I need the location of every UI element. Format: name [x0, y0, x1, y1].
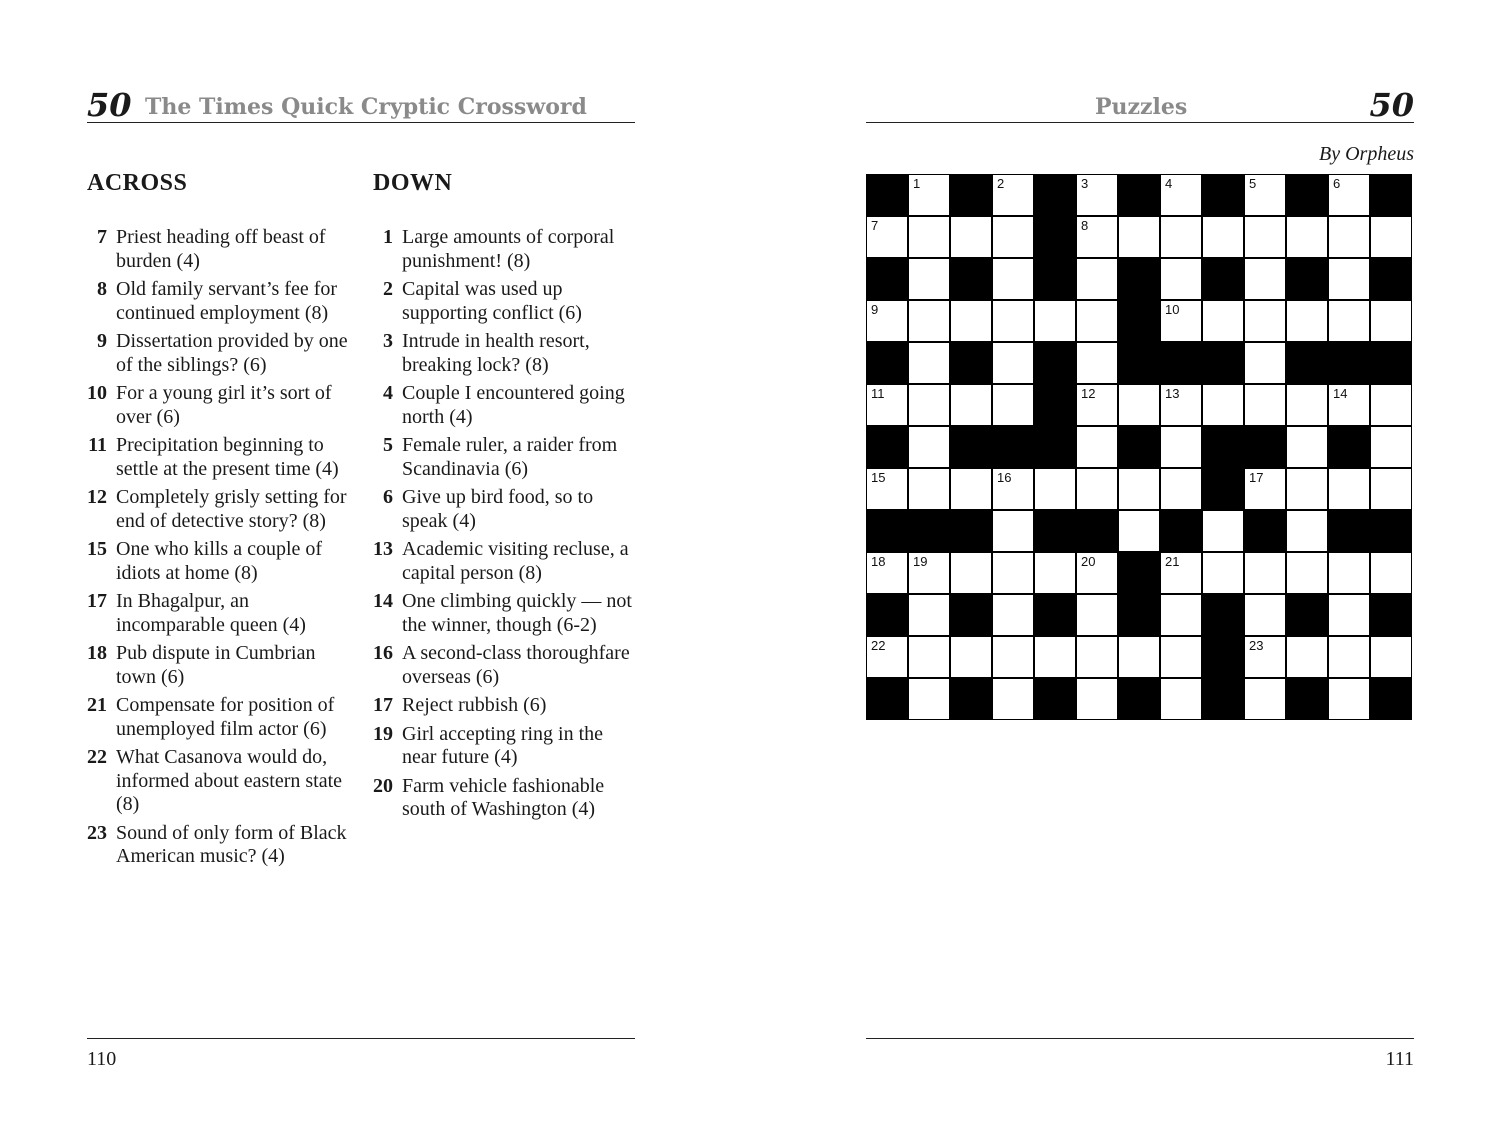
grid-block — [1035, 385, 1075, 425]
grid-cell[interactable] — [1203, 511, 1243, 551]
grid-cell[interactable] — [1161, 427, 1201, 467]
across-clue — [87, 226, 352, 273]
grid-cell[interactable] — [909, 553, 949, 593]
grid-block — [867, 679, 907, 719]
grid-cell[interactable] — [1119, 469, 1159, 509]
clue-number: 16 — [373, 642, 393, 664]
across-clue — [87, 642, 352, 689]
grid-block — [951, 175, 991, 215]
clue-text: Capital was used up supporting conflict (6) — [402, 278, 582, 324]
right-page-number: 111 — [1385, 1048, 1414, 1070]
grid-block — [1035, 595, 1075, 635]
clue-number: 7 — [97, 226, 107, 248]
across-clue — [87, 434, 352, 481]
grid-cell[interactable] — [1077, 301, 1117, 341]
cell-number: 10 — [1165, 302, 1180, 317]
clue-text: Compensate for position of unemployed film actor (6) — [116, 694, 335, 740]
grid-cell[interactable] — [1203, 217, 1243, 257]
byline: By Orpheus — [1319, 143, 1414, 165]
across-heading: ACROSS — [87, 170, 188, 196]
grid-block — [867, 343, 907, 383]
cell-number: 5 — [1249, 176, 1257, 191]
cell-number: 3 — [1081, 176, 1089, 191]
grid-block — [909, 511, 949, 551]
cell-number: 18 — [871, 554, 886, 569]
grid-block — [1203, 343, 1243, 383]
grid-cell[interactable] — [1287, 385, 1327, 425]
grid-block — [1203, 469, 1243, 509]
grid-block — [1287, 343, 1327, 383]
grid-cell[interactable] — [951, 469, 991, 509]
right-page — [866, 0, 1414, 1137]
cell-number: 14 — [1333, 386, 1348, 401]
cell-number: 22 — [871, 638, 886, 653]
grid-block — [1371, 595, 1411, 635]
grid-cell[interactable] — [1077, 469, 1117, 509]
grid-cell[interactable] — [1329, 301, 1369, 341]
cell-number: 21 — [1165, 554, 1180, 569]
clue-text: In Bhagalpur, an incomparable queen (4) — [116, 590, 306, 636]
clue-text: Female ruler, a raider from Scandinavia (6) — [402, 434, 618, 480]
clue-number: 6 — [383, 486, 393, 508]
grid-block — [1035, 511, 1075, 551]
grid-cell[interactable] — [1203, 301, 1243, 341]
grid-cell[interactable] — [1077, 343, 1117, 383]
grid-cell[interactable] — [993, 553, 1033, 593]
grid-cell[interactable] — [1161, 679, 1201, 719]
grid-cell[interactable] — [1287, 301, 1327, 341]
cell-number: 2 — [997, 176, 1005, 191]
clue-text: One climbing quickly — not the winner, though (6-2) — [402, 590, 632, 636]
across-clue — [87, 382, 352, 429]
grid-cell[interactable] — [951, 301, 991, 341]
grid-cell[interactable] — [867, 301, 907, 341]
grid-cell[interactable] — [909, 385, 949, 425]
grid-block — [1203, 175, 1243, 215]
cell-number: 20 — [1081, 554, 1096, 569]
cell-number: 15 — [871, 470, 886, 485]
grid-cell[interactable] — [1245, 385, 1285, 425]
grid-cell[interactable] — [867, 385, 907, 425]
grid-block — [1371, 259, 1411, 299]
grid-cell[interactable] — [1371, 469, 1411, 509]
grid-cell[interactable] — [1245, 175, 1285, 215]
grid-cell[interactable] — [951, 553, 991, 593]
clue-text: Precipitation beginning to settle at the present time (4) — [116, 434, 339, 480]
grid-cell[interactable] — [1329, 553, 1369, 593]
grid-cell[interactable] — [909, 301, 949, 341]
clue-number: 17 — [373, 694, 393, 716]
clue-number: 21 — [87, 694, 107, 716]
grid-cell[interactable] — [1287, 553, 1327, 593]
grid-block — [1287, 595, 1327, 635]
grid-block — [1329, 343, 1369, 383]
cell-number: 7 — [871, 218, 879, 233]
grid-block — [1161, 511, 1201, 551]
grid-cell[interactable] — [1245, 259, 1285, 299]
grid-cell[interactable] — [909, 343, 949, 383]
grid-block — [1119, 595, 1159, 635]
cell-number: 13 — [1165, 386, 1180, 401]
cell-number: 11 — [871, 386, 885, 401]
grid-cell[interactable] — [1287, 637, 1327, 677]
clue-text: Girl accepting ring in the near future (4) — [402, 722, 604, 768]
cell-number: 8 — [1081, 218, 1089, 233]
grid-block — [1119, 343, 1159, 383]
grid-cell[interactable] — [1371, 301, 1411, 341]
down-clue — [373, 538, 635, 585]
grid-block — [1035, 679, 1075, 719]
grid-cell[interactable] — [1371, 553, 1411, 593]
cell-number: 12 — [1081, 386, 1096, 401]
clue-number: 14 — [373, 590, 393, 612]
clue-number: 15 — [87, 538, 107, 560]
grid-cell[interactable] — [1077, 595, 1117, 635]
grid-cell[interactable] — [993, 175, 1033, 215]
grid-block — [1371, 511, 1411, 551]
grid-cell[interactable] — [1203, 385, 1243, 425]
cell-number: 9 — [871, 302, 879, 317]
grid-cell[interactable] — [1077, 637, 1117, 677]
clue-number: 19 — [373, 722, 393, 745]
grid-block — [1035, 343, 1075, 383]
grid-cell[interactable] — [1245, 595, 1285, 635]
grid-cell[interactable] — [1371, 637, 1411, 677]
grid-block — [1203, 427, 1243, 467]
grid-block — [1119, 553, 1159, 593]
grid-cell[interactable] — [1371, 427, 1411, 467]
grid-block — [1119, 301, 1159, 341]
down-clue — [373, 723, 635, 770]
grid-cell[interactable] — [1371, 217, 1411, 257]
grid-cell[interactable] — [1035, 553, 1075, 593]
grid-cell[interactable] — [1077, 385, 1117, 425]
grid-cell[interactable] — [1077, 679, 1117, 719]
clue-text: Reject rubbish (6) — [402, 694, 547, 716]
clue-text: A second-class thoroughfare overseas (6) — [402, 642, 630, 688]
grid-cell[interactable] — [1287, 217, 1327, 257]
grid-cell[interactable] — [951, 217, 991, 257]
clue-text: Couple I encountered going north (4) — [402, 382, 625, 428]
grid-cell[interactable] — [993, 469, 1033, 509]
grid-block — [1287, 175, 1327, 215]
grid-cell[interactable] — [1119, 637, 1159, 677]
clue-number: 11 — [88, 434, 107, 456]
grid-cell[interactable] — [993, 259, 1033, 299]
grid-cell[interactable] — [1161, 385, 1201, 425]
grid-cell[interactable] — [1161, 595, 1201, 635]
grid-cell[interactable] — [909, 217, 949, 257]
grid-cell[interactable] — [1119, 385, 1159, 425]
grid-cell[interactable] — [1161, 259, 1201, 299]
grid-block — [951, 595, 991, 635]
grid-block — [951, 511, 991, 551]
grid-block — [1203, 259, 1243, 299]
grid-cell[interactable] — [1203, 553, 1243, 593]
grid-cell[interactable] — [1119, 511, 1159, 551]
grid-cell[interactable] — [1245, 217, 1285, 257]
clue-number: 8 — [97, 278, 107, 300]
across-clue — [87, 694, 352, 741]
right-page-header — [866, 80, 1414, 123]
grid-block — [1371, 175, 1411, 215]
grid-cell[interactable] — [1035, 637, 1075, 677]
grid-cell[interactable] — [1245, 553, 1285, 593]
crossword-grid — [866, 174, 1412, 720]
across-clue-list — [87, 226, 352, 874]
grid-cell[interactable] — [1287, 511, 1327, 551]
grid-block — [867, 595, 907, 635]
clue-number: 1 — [383, 226, 393, 248]
grid-cell[interactable] — [1245, 637, 1285, 677]
grid-cell[interactable] — [993, 679, 1033, 719]
grid-block — [1287, 679, 1327, 719]
grid-cell[interactable] — [1245, 343, 1285, 383]
grid-block — [867, 259, 907, 299]
clue-number: 17 — [87, 590, 107, 612]
grid-cell[interactable] — [993, 217, 1033, 257]
grid-block — [951, 259, 991, 299]
grid-cell[interactable] — [993, 301, 1033, 341]
cell-number: 6 — [1333, 176, 1341, 191]
grid-cell[interactable] — [1035, 469, 1075, 509]
grid-cell[interactable] — [993, 343, 1033, 383]
left-page — [87, 0, 635, 1137]
down-clue-list — [373, 226, 635, 827]
clue-text: Intrude in health resort, breaking lock? (8) — [402, 330, 590, 376]
grid-block — [1035, 217, 1075, 257]
grid-cell[interactable] — [1077, 175, 1117, 215]
grid-cell[interactable] — [909, 175, 949, 215]
clue-number: 20 — [373, 774, 393, 797]
grid-cell[interactable] — [951, 385, 991, 425]
clue-number: 4 — [383, 382, 393, 404]
grid-cell[interactable] — [1329, 595, 1369, 635]
grid-cell[interactable] — [909, 679, 949, 719]
grid-block — [1329, 511, 1369, 551]
clue-text: Old family servant’s fee for continued employment (8) — [116, 278, 338, 324]
clue-number: 18 — [87, 642, 107, 664]
grid-block — [1203, 679, 1243, 719]
puzzle-number-right: 50 — [1369, 86, 1414, 124]
grid-block — [1077, 511, 1117, 551]
clue-number: 3 — [383, 330, 393, 352]
across-clue — [87, 330, 352, 377]
grid-block — [993, 427, 1033, 467]
grid-cell[interactable] — [1077, 217, 1117, 257]
down-clue — [373, 278, 635, 325]
grid-cell[interactable] — [867, 217, 907, 257]
series-title: The Times Quick Cryptic Crossword — [145, 94, 587, 120]
clue-text: Give up bird food, so to speak (4) — [402, 486, 594, 532]
grid-cell[interactable] — [993, 637, 1033, 677]
grid-block — [867, 511, 907, 551]
grid-block — [1371, 679, 1411, 719]
clue-number: 12 — [87, 486, 107, 508]
grid-block — [1035, 175, 1075, 215]
down-clue — [373, 434, 635, 481]
across-clue — [87, 538, 352, 585]
grid-cell[interactable] — [1161, 175, 1201, 215]
down-heading: DOWN — [373, 170, 453, 196]
grid-block — [951, 427, 991, 467]
grid-cell[interactable] — [909, 595, 949, 635]
cell-number: 23 — [1249, 638, 1264, 653]
clue-text: Pub dispute in Cumbrian town (6) — [116, 642, 316, 688]
across-clue — [87, 590, 352, 637]
clue-number: 2 — [383, 278, 393, 300]
cell-number: 16 — [997, 470, 1012, 485]
grid-cell[interactable] — [1245, 679, 1285, 719]
clue-text: For a young girl it’s sort of over (6) — [116, 382, 332, 428]
grid-block — [1329, 427, 1369, 467]
grid-cell[interactable] — [1077, 427, 1117, 467]
grid-cell[interactable] — [993, 595, 1033, 635]
grid-cell[interactable] — [1287, 427, 1327, 467]
grid-cell[interactable] — [867, 637, 907, 677]
clue-text: Farm vehicle fashionable south of Washington (4) — [402, 774, 605, 820]
clue-number: 10 — [87, 382, 107, 404]
left-page-number: 110 — [87, 1048, 117, 1070]
clue-text: Sound of only form of Black American music? (4) — [116, 821, 347, 867]
grid-cell[interactable] — [1329, 679, 1369, 719]
grid-cell[interactable] — [1077, 553, 1117, 593]
grid-cell[interactable] — [1161, 553, 1201, 593]
down-clue — [373, 330, 635, 377]
grid-cell[interactable] — [1077, 259, 1117, 299]
clue-number: 13 — [373, 538, 393, 560]
grid-block — [867, 175, 907, 215]
grid-cell[interactable] — [909, 469, 949, 509]
grid-block — [1245, 427, 1285, 467]
left-page-header — [87, 80, 635, 123]
grid-cell[interactable] — [1161, 469, 1201, 509]
grid-cell[interactable] — [1035, 301, 1075, 341]
clue-text: Priest heading off beast of burden (4) — [116, 226, 326, 272]
grid-block — [951, 343, 991, 383]
clue-number: 9 — [97, 330, 107, 352]
grid-cell[interactable] — [1161, 217, 1201, 257]
grid-cell[interactable] — [1329, 385, 1369, 425]
clue-text: Large amounts of corporal punishment! (8) — [402, 226, 615, 272]
down-clue — [373, 694, 635, 718]
grid-cell[interactable] — [1245, 301, 1285, 341]
grid-cell[interactable] — [1371, 385, 1411, 425]
across-clue — [87, 278, 352, 325]
grid-block — [1119, 175, 1159, 215]
down-clue — [373, 590, 635, 637]
grid-cell[interactable] — [1329, 259, 1369, 299]
across-clue — [87, 822, 352, 869]
grid-cell[interactable] — [993, 385, 1033, 425]
clue-text: Academic visiting recluse, a capital person (8) — [402, 538, 629, 584]
clue-text: One who kills a couple of idiots at home (8) — [116, 538, 323, 584]
clue-number: 5 — [383, 434, 393, 456]
grid-cell[interactable] — [951, 637, 991, 677]
grid-cell[interactable] — [1329, 637, 1369, 677]
across-clue — [87, 486, 352, 533]
grid-cell[interactable] — [1161, 301, 1201, 341]
down-clue — [373, 775, 635, 822]
grid-cell[interactable] — [1287, 469, 1327, 509]
grid-cell[interactable] — [909, 427, 949, 467]
grid-cell[interactable] — [1119, 217, 1159, 257]
grid-cell[interactable] — [909, 637, 949, 677]
grid-block — [1161, 343, 1201, 383]
grid-block — [1371, 343, 1411, 383]
down-clue — [373, 486, 635, 533]
grid-cell[interactable] — [867, 469, 907, 509]
down-clue — [373, 382, 635, 429]
section-title: Puzzles — [1095, 94, 1188, 120]
cell-number: 19 — [913, 554, 928, 569]
grid-block — [951, 679, 991, 719]
grid-block — [1119, 679, 1159, 719]
grid-block — [1245, 511, 1285, 551]
clue-text: Dissertation provided by one of the siblings? (6) — [116, 330, 348, 376]
grid-cell[interactable] — [1245, 469, 1285, 509]
grid-block — [1119, 259, 1159, 299]
grid-cell[interactable] — [1329, 217, 1369, 257]
clue-number: 22 — [87, 746, 107, 768]
grid-block — [1203, 637, 1243, 677]
grid-block — [867, 427, 907, 467]
cell-number: 17 — [1249, 470, 1264, 485]
across-clue — [87, 746, 352, 817]
grid-cell[interactable] — [909, 259, 949, 299]
grid-cell[interactable] — [993, 511, 1033, 551]
grid-block — [1119, 427, 1159, 467]
clue-number: 23 — [87, 821, 107, 844]
cell-number: 1 — [913, 176, 921, 191]
grid-cell[interactable] — [1329, 175, 1369, 215]
grid-cell[interactable] — [1329, 469, 1369, 509]
down-clue — [373, 642, 635, 689]
down-clue — [373, 226, 635, 273]
clue-text: What Casanova would do, informed about eastern state (8) — [116, 746, 343, 815]
grid-block — [1035, 259, 1075, 299]
grid-block — [1035, 427, 1075, 467]
grid-cell[interactable] — [867, 553, 907, 593]
cell-number: 4 — [1165, 176, 1173, 191]
right-footer-rule — [866, 1038, 1414, 1039]
grid-block — [1287, 259, 1327, 299]
puzzle-number: 50 — [87, 86, 132, 124]
left-footer-rule — [87, 1038, 635, 1039]
grid-cell[interactable] — [1161, 637, 1201, 677]
grid-block — [1203, 595, 1243, 635]
clue-text: Completely grisly setting for end of detective story? (8) — [116, 486, 347, 532]
